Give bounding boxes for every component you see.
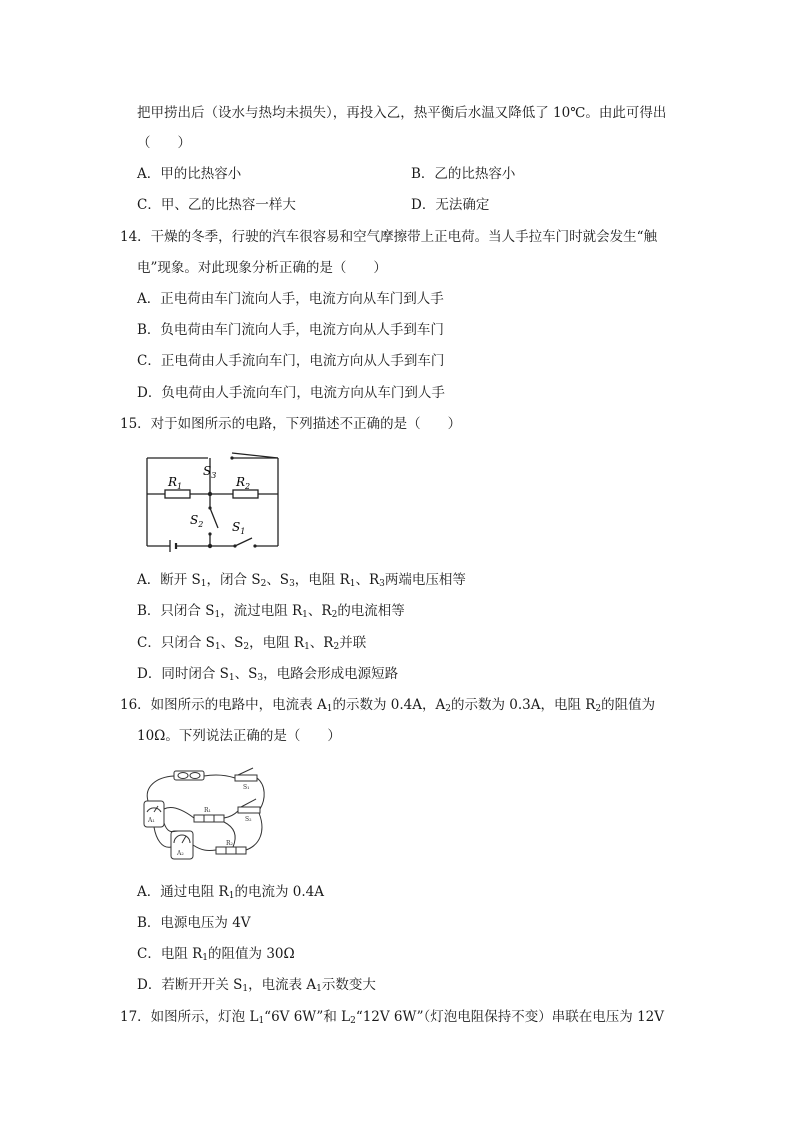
photo-label-s1: S₁ <box>243 784 250 791</box>
q16-stem-line1: 16．如图所示的电路中，电流表 $A_1$的示数为 0.4A，$A_2$的示数为 0.3A，电阻 $R_2$的阻值为 <box>120 697 656 714</box>
q14-option-a: A．正电荷由车门流向人手，电流方向从车门到人手 <box>137 291 444 307</box>
q14-option-b: B．负电荷由车门流向人手，电流方向从人手到车门 <box>137 322 444 338</box>
q13-option-b: B．乙的比热容小 <box>411 166 516 182</box>
q15-option-d: D．同时闭合 $S_1$、$S_3$，电路会形成电源短路 <box>137 666 399 683</box>
q13-stem-line1: 把甲捞出后（设水与热均未损失），再投入乙，热平衡后水温又降低了 10℃。由此可得出 <box>137 105 667 121</box>
photo-label-r1: R₁ <box>204 807 211 814</box>
photo-label-r2: R₂ <box>226 840 233 847</box>
q17-stem-line1: 17．如图所示，灯泡 $L_1“6V$ 6W”和 $L_2“12V$ 6W”（灯泡电阻保持不变）串联在电压为 12V <box>120 1009 665 1026</box>
q16-option-d: D．若断开开关 $S_1$，电流表 $A_1$示数变大 <box>137 977 376 994</box>
photo-label-a2: A₂ <box>177 850 184 857</box>
q13-option-a: A．甲的比热容小 <box>137 166 242 182</box>
q14-stem-line2: 电”现象。对此现象分析正确的是（ ） <box>137 260 387 276</box>
q16-option-b: B．电源电压为 4V <box>137 915 251 931</box>
q15-stem: 15．对于如图所示的电路，下列描述不正确的是（ ） <box>120 416 462 432</box>
label-s3: $S_3$ <box>203 464 217 480</box>
label-s2: $S_2$ <box>190 513 204 529</box>
label-r2: $R_2$ <box>236 475 251 491</box>
q15-option-c: C．只闭合 $S_1$、$S_2$，电阻 $R_1$、$R_2$并联 <box>137 635 367 652</box>
photo-label-s2: S₂ <box>245 816 252 823</box>
label-s1: $S_1$ <box>232 520 246 536</box>
q13-option-d: D．无法确定 <box>411 197 490 213</box>
q15-option-b: B．只闭合 $S_1$，流过电阻 $R_1$、$R_2$的电流相等 <box>137 603 405 620</box>
q16-stem-line2: 10Ω。下列说法正确的是（ ） <box>137 728 341 744</box>
photo-label-a1: A₁ <box>148 817 155 824</box>
q15-option-a: A．断开 $S_1$，闭合 $S_2$、$S_3$，电阻 $R_1$、$R_3$两端电压相等 <box>137 572 466 589</box>
label-r1: $R_1$ <box>168 475 183 491</box>
q16-circuit-photo <box>138 765 273 865</box>
q14-option-d: D．负电荷由人手流向车门，电流方向从车门到人手 <box>137 385 445 401</box>
q16-option-c: C．电阻 $R_1$的阻值为 30Ω <box>137 946 295 963</box>
q14-option-c: C．正电荷由人手流向车门，电流方向从人手到车门 <box>137 353 445 369</box>
q16-option-a: A．通过电阻 $R_1$的电流为 0.4A <box>137 884 324 901</box>
q13-stem-line2: （ ） <box>137 135 191 151</box>
q14-stem-line1: 14．干燥的冬季，行驶的汽车很容易和空气摩擦带上正电荷。当人手拉车门时就会发生“触 <box>120 229 658 245</box>
q15-circuit-diagram <box>140 450 285 555</box>
q13-option-c: C．甲、乙的比热容一样大 <box>137 197 296 213</box>
